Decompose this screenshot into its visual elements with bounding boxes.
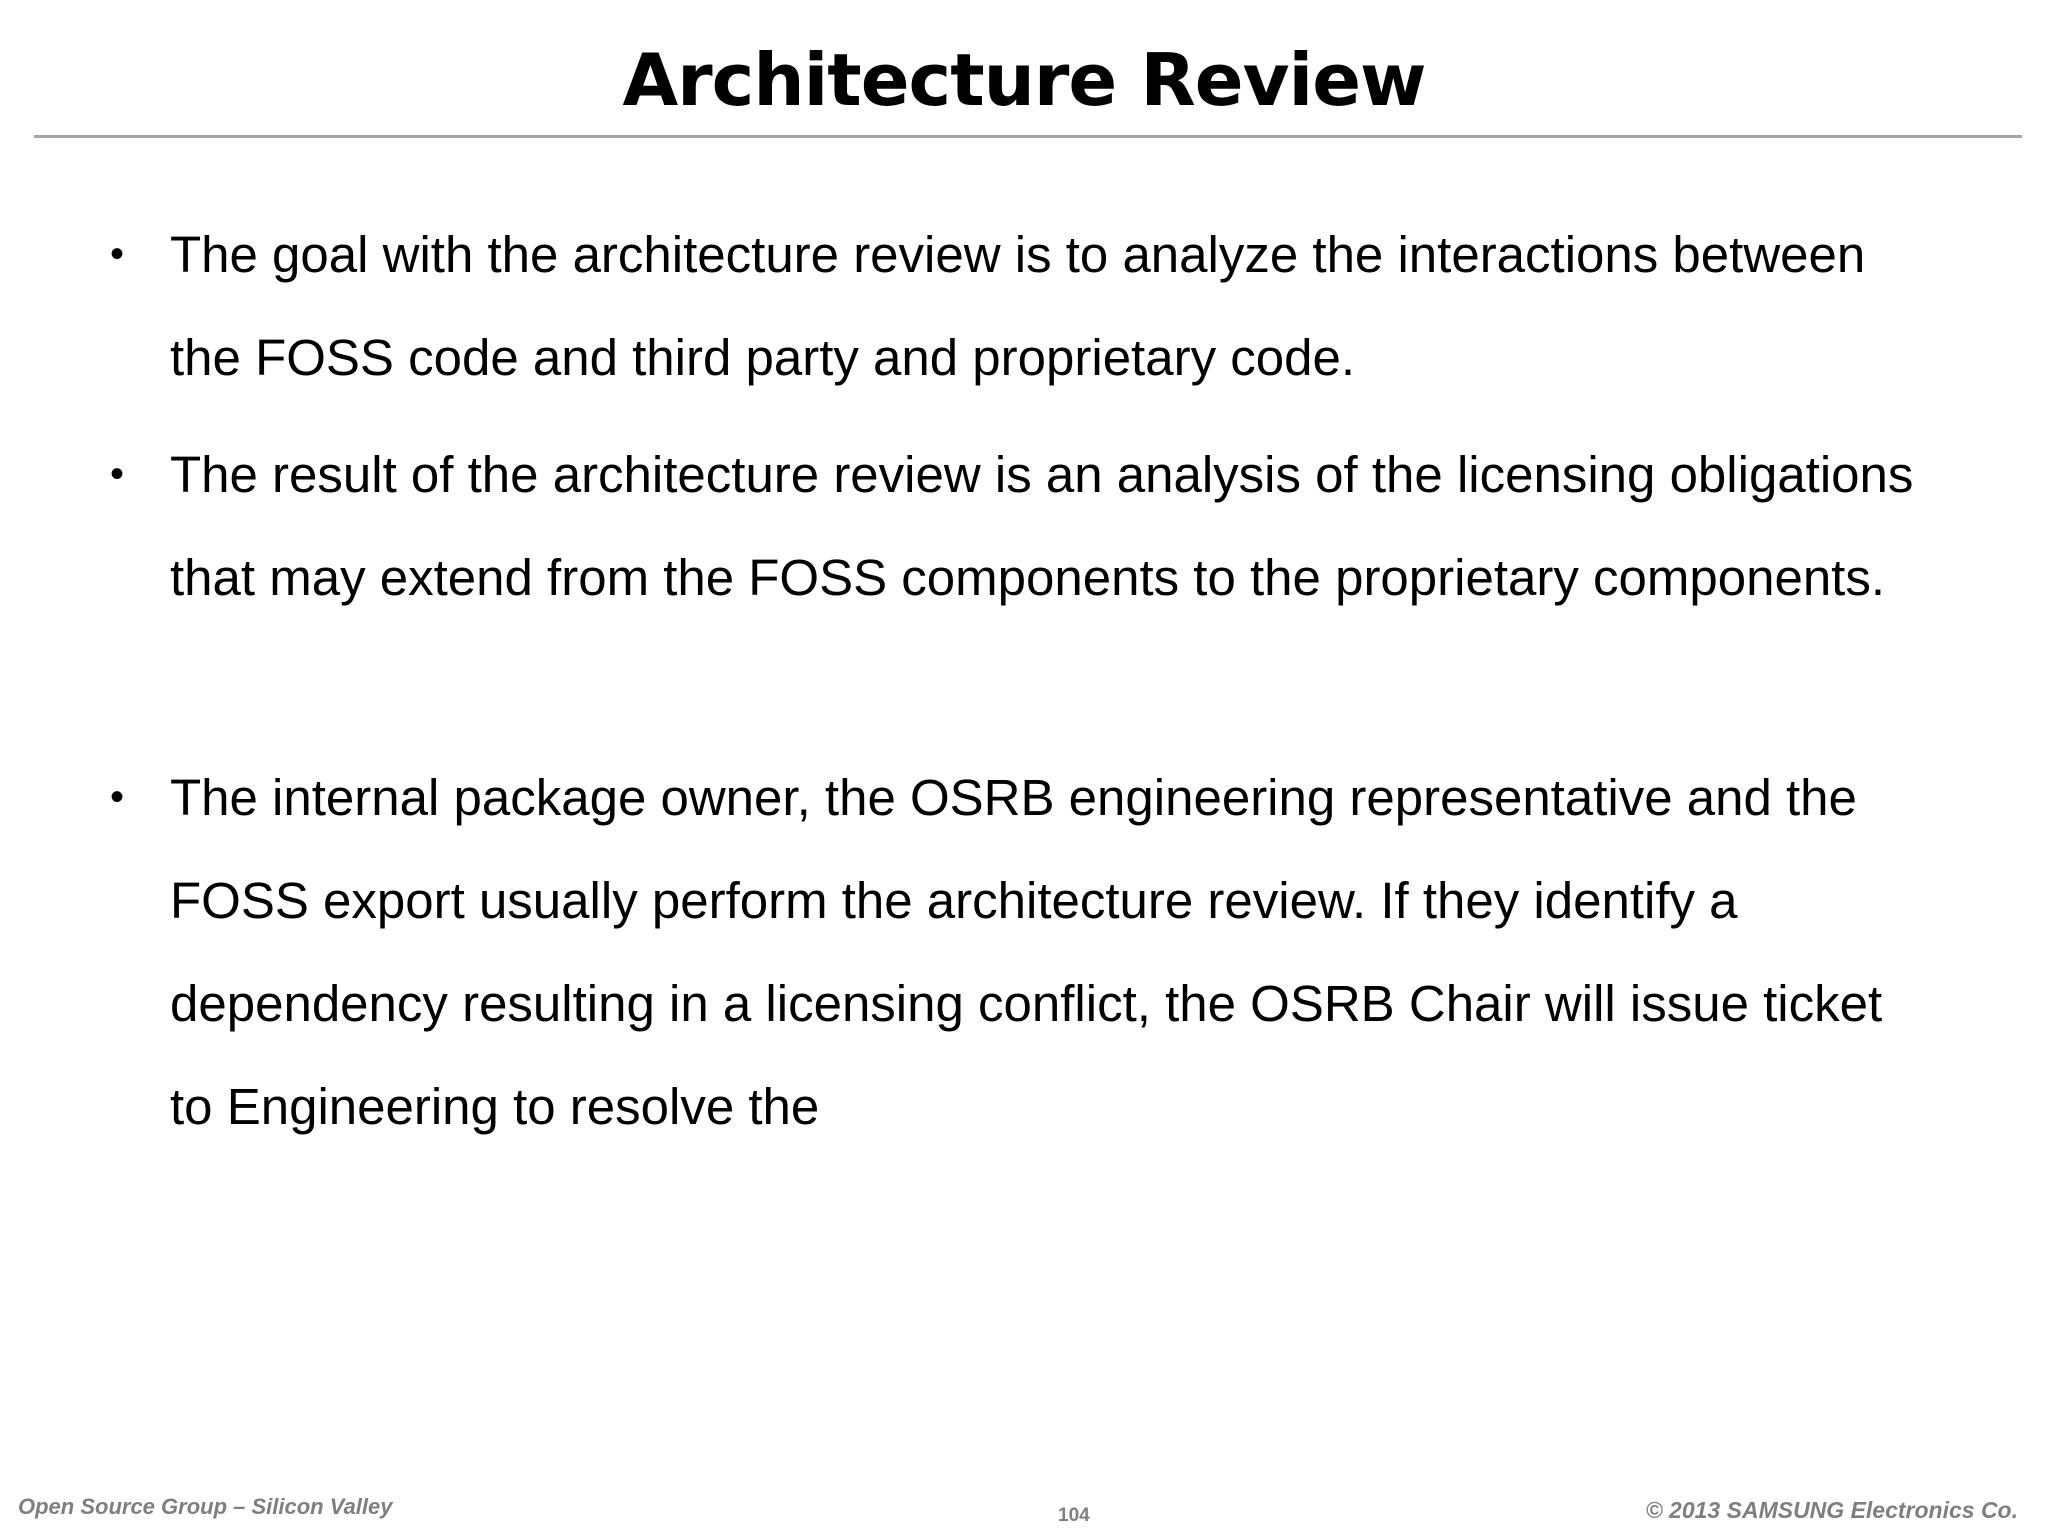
footer-group-name: Open Source Group – Silicon Valley <box>18 1494 393 1519</box>
bullet-dot-icon: • <box>110 232 125 276</box>
bullet-item <box>110 423 1930 629</box>
slide-title: Architecture Review <box>622 38 1426 122</box>
title-divider <box>34 135 2022 138</box>
bullet-text: The goal with the architecture review is to analyze the interactions between the FOSS code and third party and proprietary code. <box>170 226 1866 386</box>
bullet-item <box>110 746 1930 1158</box>
bullet-item <box>110 203 1930 409</box>
footer-copyright: © 2013 SAMSUNG Electronics Co. <box>1645 1497 2018 1523</box>
bullet-text: The result of the architecture review is an analysis of the licensing obligations that may extend from the FOSS components to the proprietary components. <box>170 446 1914 606</box>
bullet-dot-icon: • <box>110 452 125 496</box>
bullet-dot-icon: • <box>110 775 125 819</box>
page-number: 104 <box>1058 1505 1090 1526</box>
bullet-text: The internal package owner, the OSRB engineering representative and the FOSS export usually perform the architecture review. If they identify a dependency resulting in a licensing conflict, the OSRB Chair will issue ticket to Engineering to resolve the <box>170 769 1883 1135</box>
